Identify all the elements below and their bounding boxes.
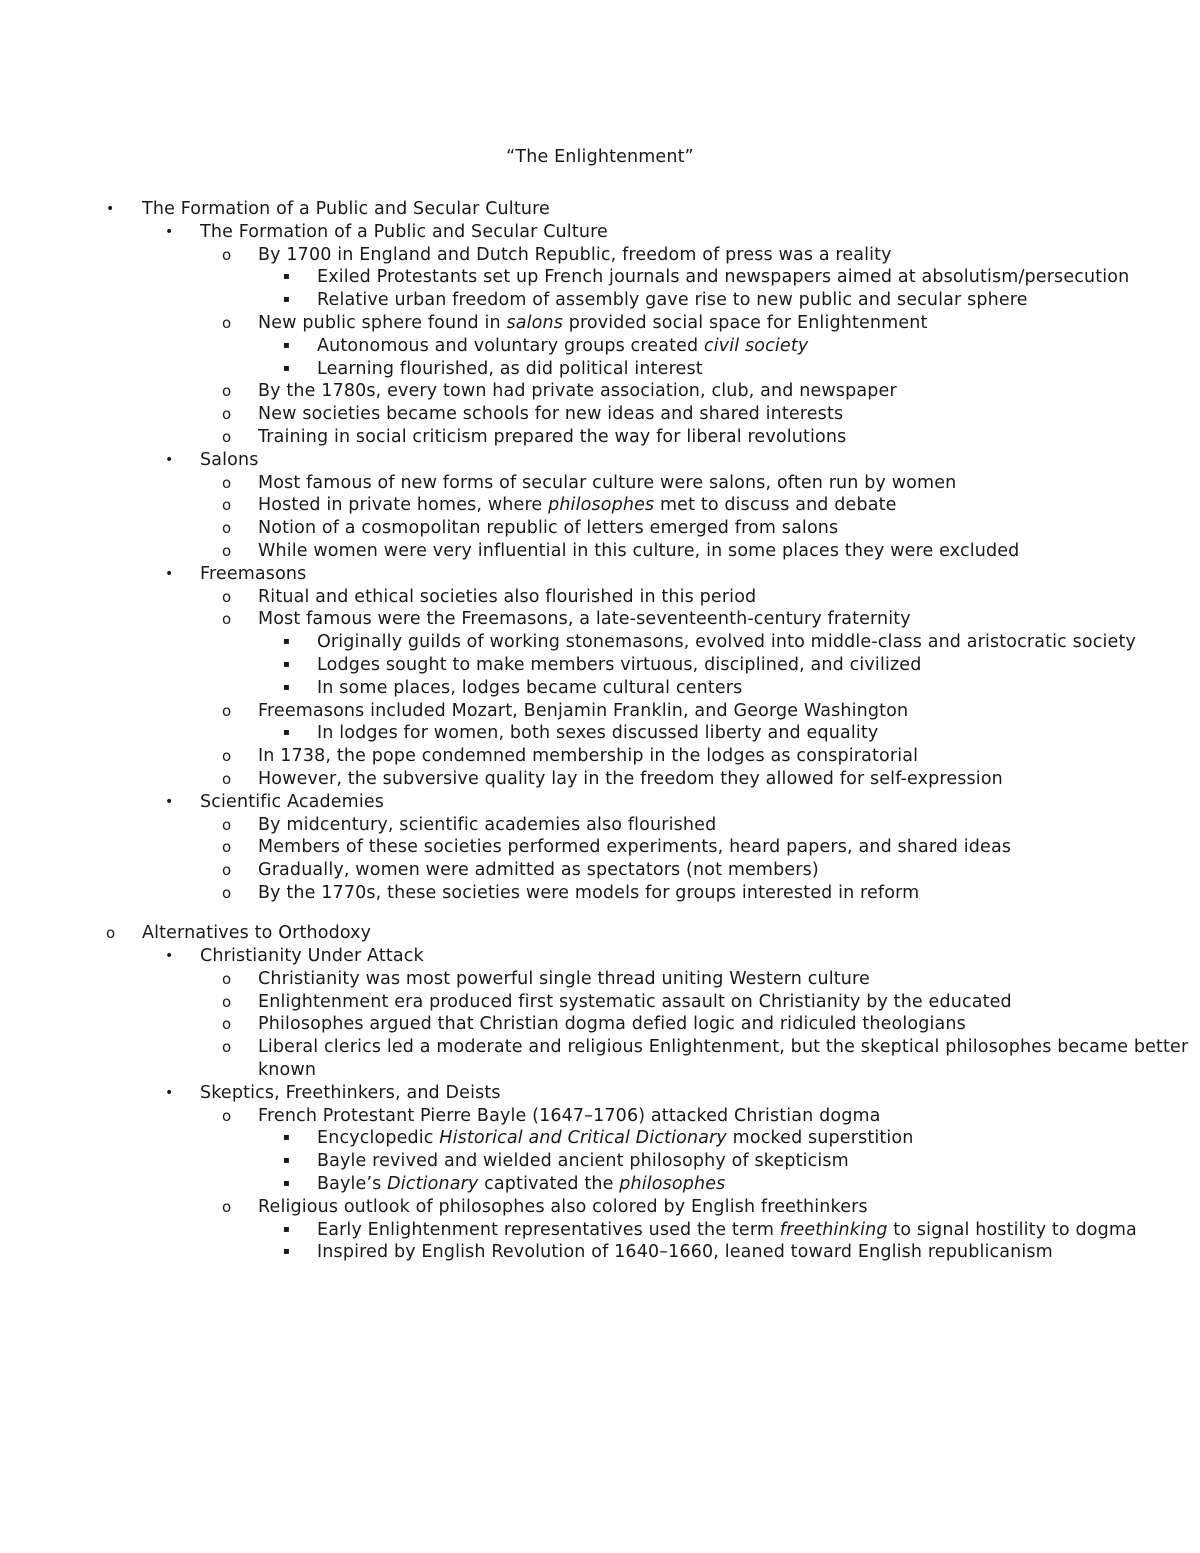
- outline-item-text: Christianity was most powerful single thread uniting Western culture: [258, 968, 870, 989]
- outline-item-level-4: [0, 289, 1200, 312]
- bullet-marker: •: [165, 565, 174, 582]
- bullet-marker: ▪: [283, 362, 290, 374]
- outline-item-text: Members of these societies performed experiments, heard papers, and shared ideas: [258, 837, 1012, 858]
- bullet-marker: o: [222, 587, 232, 606]
- bullet-marker: •: [165, 451, 174, 468]
- outline-item-level-4: [0, 1219, 1200, 1242]
- outline-item-level-3: [0, 403, 1200, 426]
- bullet-marker: ▪: [283, 727, 290, 739]
- bullet-marker: o: [222, 519, 232, 538]
- bullet-marker: o: [222, 313, 232, 332]
- outline-item-text: Lodges sought to make members virtuous, disciplined, and civilized: [317, 654, 922, 675]
- outline-item-level-2: [0, 791, 1200, 814]
- outline-item-level-3: [0, 472, 1200, 495]
- bullet-marker: o: [222, 427, 232, 446]
- outline-item-text: Scientific Academies: [200, 791, 385, 812]
- outline-item-text: French Protestant Pierre Bayle (1647–1706) attacked Christian dogma: [258, 1105, 881, 1126]
- outline-item-text: In lodges for women, both sexes discussed liberty and equality: [317, 723, 879, 744]
- bullet-marker: o: [222, 1197, 232, 1216]
- bullet-marker: •: [165, 948, 174, 964]
- outline-item-level-3: [0, 312, 1200, 335]
- bullet-marker: ▪: [283, 1155, 290, 1167]
- outline-item-level-2: [0, 1082, 1200, 1105]
- bullet-marker: ▪: [283, 1223, 290, 1235]
- section-spacer: [0, 905, 1200, 923]
- outline-item-text: In 1738, the pope condemned membership in the lodges as conspiratorial: [258, 746, 919, 767]
- outline-item-level-3: [0, 968, 1200, 991]
- bullet-marker: ▪: [283, 294, 290, 306]
- bullet-marker: o: [222, 473, 232, 492]
- outline-item-level-4: [0, 677, 1200, 700]
- outline-item-level-3: [0, 991, 1200, 1014]
- outline-item-level-4: [0, 654, 1200, 677]
- outline-item-level-3: [0, 380, 1200, 403]
- outline-item-level-4: [0, 1150, 1200, 1173]
- outline-item-text: Ritual and ethical societies also flourished in this period: [258, 586, 757, 607]
- outline-item-text: Notion of a cosmopolitan republic of letters emerged from salons: [258, 518, 839, 539]
- outline-item-level-2: [0, 221, 1200, 244]
- outline-item-text: Learning flourished, as did political interest: [317, 358, 703, 379]
- outline-item-text: Philosophes argued that Christian dogma defied logic and ridiculed theologians: [258, 1014, 966, 1035]
- outline-item-text: Autonomous and voluntary groups created civil society: [317, 335, 809, 356]
- outline-item-text: Inspired by English Revolution of 1640–1660, leaned toward English republicanism: [317, 1242, 1053, 1263]
- bullet-marker: •: [165, 223, 174, 240]
- outline-item-text: Bayle revived and wielded ancient philosophy of skepticism: [317, 1151, 849, 1172]
- bullet-marker: o: [222, 496, 232, 515]
- bullet-marker: o: [222, 541, 232, 560]
- bullet-marker: ▪: [283, 271, 290, 283]
- bullet-marker: o: [222, 382, 232, 401]
- bullet-marker: o: [222, 838, 232, 857]
- outline-item-level-4: [0, 631, 1200, 654]
- outline-item-level-3: [0, 1196, 1200, 1219]
- outline-item-text: By the 1770s, these societies were models for groups interested in reform: [258, 882, 920, 903]
- outline-item-text: By 1700 in England and Dutch Republic, freedom of press was a reality: [258, 244, 892, 265]
- bullet-marker: o: [222, 861, 232, 880]
- outline-item-text: Enlightenment era produced first systematic assault on Christianity by the educated: [258, 991, 1012, 1012]
- outline-item-level-3: [0, 494, 1200, 517]
- outline-item-level-3: [0, 540, 1200, 563]
- page-title: “The Enlightenment”: [506, 147, 694, 167]
- outline-item-text: By the 1780s, every town had private association, club, and newspaper: [258, 381, 897, 402]
- outline-item-level-4: [0, 1241, 1200, 1264]
- outline-item-text: Originally guilds of working stonemasons, evolved into middle-class and aristocratic society: [317, 632, 1136, 653]
- outline-item-text: New public sphere found in salons provided social space for Enlightenment: [258, 312, 928, 333]
- outline-item-text: Exiled Protestants set up French journals and newspapers aimed at absolutism/persecution: [317, 267, 1130, 288]
- outline-item-text: Most famous were the Freemasons, a late-seventeenth-century fraternity: [258, 609, 911, 630]
- bullet-marker: ▪: [283, 339, 290, 351]
- outline-item-text: Bayle’s Dictionary captivated the philosophes: [317, 1173, 726, 1194]
- outline-item-level-3: [0, 836, 1200, 859]
- outline-item-text: Hosted in private homes, where philosophes met to discuss and debate: [258, 495, 897, 516]
- outline-item-level-4: [0, 722, 1200, 745]
- outline-item-text: However, the subversive quality lay in the freedom they allowed for self-expression: [258, 768, 1003, 789]
- outline-item-text: Most famous of new forms of secular culture were salons, often run by women: [258, 472, 957, 493]
- bullet-marker: o: [222, 405, 232, 424]
- outline-item-level-3: [0, 745, 1200, 768]
- bullet-marker: o: [222, 1038, 232, 1057]
- outline-item-level-3: [0, 586, 1200, 609]
- outline-item-level-3: [0, 426, 1200, 449]
- bullet-marker: o: [222, 969, 232, 988]
- bullet-marker: ▪: [283, 1246, 290, 1258]
- outline-item-level-3: [0, 700, 1200, 723]
- outline-item-text: Freemasons included Mozart, Benjamin Franklin, and George Washington: [258, 700, 909, 721]
- outline-item-text: Relative urban freedom of assembly gave rise to new public and secular sphere: [317, 290, 1028, 311]
- bullet-marker: •: [106, 201, 115, 217]
- bullet-marker: o: [222, 769, 232, 788]
- outline-item-level-1: [0, 198, 1200, 221]
- bullet-marker: ▪: [283, 1177, 290, 1189]
- bullet-marker: o: [222, 883, 232, 902]
- outline-item-level-3: [0, 608, 1200, 631]
- outline-item-text: Gradually, women were admitted as spectators (not members): [258, 860, 819, 881]
- outline-item-level-3: [0, 1105, 1200, 1128]
- bullet-marker: o: [222, 701, 232, 720]
- outline-list: [0, 198, 1200, 1264]
- bullet-marker: •: [165, 1084, 174, 1101]
- bullet-marker: o: [222, 815, 232, 834]
- bullet-marker: o: [222, 610, 232, 629]
- outline-item-level-4: [0, 1173, 1200, 1196]
- outline-item-text: The Formation of a Public and Secular Culture: [142, 199, 550, 219]
- outline-item-text: By midcentury, scientific academies also flourished: [258, 814, 717, 835]
- outline-item-text: Freemasons: [200, 563, 307, 584]
- outline-item-level-2: [0, 563, 1200, 586]
- bullet-marker: o: [222, 1106, 232, 1125]
- outline-item-level-3: [0, 814, 1200, 837]
- bullet-marker: ▪: [283, 658, 290, 670]
- outline-item-level-2: [0, 945, 1200, 968]
- outline-item-level-4: [0, 335, 1200, 358]
- bullet-marker: o: [222, 747, 232, 766]
- outline-item-text: New societies became schools for new ideas and shared interests: [258, 404, 844, 425]
- bullet-marker: ▪: [283, 1132, 290, 1144]
- outline-item-text: Liberal clerics led a moderate and religious Enlightenment, but the skeptical philosophes became better known: [258, 1037, 1189, 1080]
- bullet-marker: o: [222, 1015, 232, 1034]
- bullet-marker: o: [222, 992, 232, 1011]
- outline-item-text: Religious outlook of philosophes also colored by English freethinkers: [258, 1196, 868, 1217]
- outline-item-level-3: [0, 859, 1200, 882]
- outline-item-text: Early Enlightenment representatives used the term freethinking to signal hostility to dogma: [317, 1219, 1137, 1240]
- bullet-marker: ▪: [283, 681, 290, 693]
- outline-item-level-4: [0, 358, 1200, 381]
- outline-item-text: Encyclopedic Historical and Critical Dictionary mocked superstition: [317, 1128, 914, 1149]
- outline-item-level-1: [0, 922, 1200, 945]
- outline-item-level-3: [0, 1013, 1200, 1036]
- outline-item-level-3: [0, 768, 1200, 791]
- outline-item-text: Alternatives to Orthodoxy: [142, 923, 372, 944]
- outline-item-level-3: [0, 517, 1200, 540]
- bullet-marker: o: [106, 924, 116, 943]
- outline-item-text: Skeptics, Freethinkers, and Deists: [200, 1082, 501, 1103]
- outline-item-level-4: [0, 266, 1200, 289]
- bullet-marker: •: [165, 793, 174, 810]
- outline-item-text: Salons: [200, 449, 259, 470]
- outline-item-text: In some places, lodges became cultural centers: [317, 677, 743, 698]
- outline-item-text: Christianity Under Attack: [200, 946, 424, 966]
- outline-item-level-3: [0, 1036, 1200, 1082]
- outline-item-level-4: [0, 1127, 1200, 1150]
- outline-item-level-3: [0, 244, 1200, 267]
- bullet-marker: ▪: [283, 636, 290, 648]
- outline-item-level-3: [0, 882, 1200, 905]
- outline-item-text: While women were very influential in this culture, in some places they were excluded: [258, 540, 1020, 561]
- outline-item-text: The Formation of a Public and Secular Culture: [200, 221, 608, 242]
- outline-item-text: Training in social criticism prepared the way for liberal revolutions: [258, 426, 847, 447]
- outline-item-level-2: [0, 449, 1200, 472]
- bullet-marker: o: [222, 245, 232, 264]
